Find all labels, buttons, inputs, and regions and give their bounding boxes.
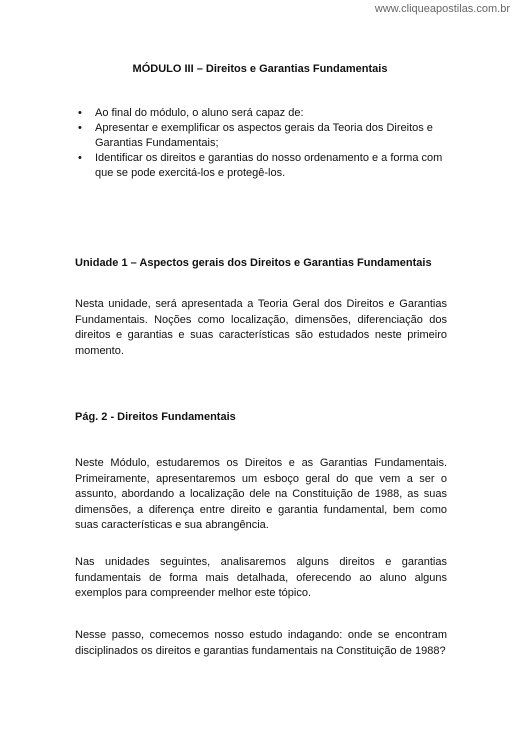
- objectives-list: [75, 106, 455, 181]
- watermark-url: www.cliqueapostilas.com.br: [374, 3, 510, 15]
- page2-paragraph-2: Nas unidades seguintes, analisaremos alguns direitos e garantias fundamentais de forma mais detalhada, oferecendo ao aluno alguns exemplos para compreender melhor este tópico.: [75, 556, 447, 600]
- page2-paragraph-1: Neste Módulo, estudaremos os Direitos e as Garantias Fundamentais. Primeiramente, apresentaremos um esboço geral do que vem a ser o assunto, abordando a localização dele na Constituição de 1988, as suas dimensões, a diferença entre direito e garantia fundamental, bem como suas características e sua abrangência.: [75, 457, 447, 532]
- unit1-paragraph: Nesta unidade, será apresentada a Teoria Geral dos Direitos e Garantias Fundamentais. Noções como localização, dimensões, diferenciação dos direitos e garantias e suas características são estudados neste primeiro momento.: [75, 298, 447, 357]
- objective-item: • Identificar os direitos e garantias do nosso ordenamento e a forma com que se pode exercitá-los e protegê-los.: [75, 151, 455, 181]
- objective-item: • Apresentar e exemplificar os aspectos gerais da Teoria dos Direitos e Garantias Fundamentais;: [75, 121, 455, 151]
- objective-item: • Ao final do módulo, o aluno será capaz de:: [75, 106, 455, 121]
- page2-paragraph-3: Nesse passo, comecemos nosso estudo indagando: onde se encontram disciplinados os direitos e garantias fundamentais na Constituição de 1988?: [75, 629, 447, 657]
- page2-heading: Pág. 2 - Direitos Fundamentais: [75, 411, 236, 423]
- unit1-heading: Unidade 1 – Aspectos gerais dos Direitos e Garantias Fundamentais: [75, 257, 432, 269]
- module-title: MÓDULO III – Direitos e Garantias Fundamentais: [132, 63, 388, 75]
